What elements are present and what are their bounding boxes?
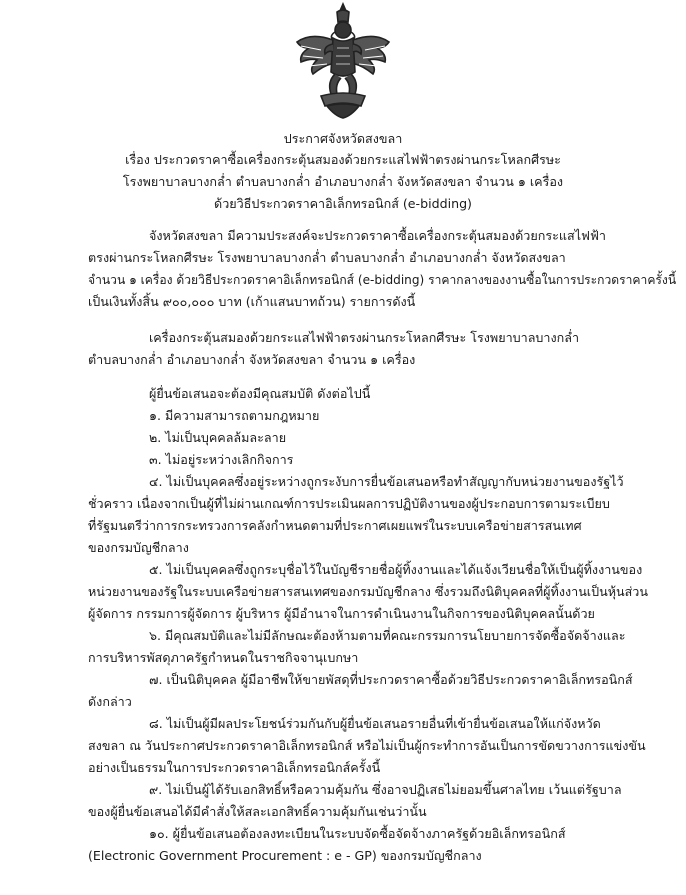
qualification-item: ๔. ไม่เป็นบุคคลซึ่งอยู่ระหว่างถูกระงับการยื่นข้อเสนอหรือทำสัญญากับหน่วยงานของรัฐไว้: [149, 474, 624, 489]
qualification-item: ของกรมบัญชีกลาง: [88, 540, 189, 555]
intro-line: เป็นเงินทั้งสิ้น ๙๐๐,๐๐๐ บาท (เก้าแสนบาทถ้วน) รายการดังนี้: [88, 294, 416, 309]
qualification-item: ๓. ไม่อยู่ระหว่างเลิกกิจการ: [149, 452, 294, 467]
qualification-item: ๑. มีความสามารถตามกฎหมาย: [149, 408, 320, 423]
subject-line: โรงพยาบาลบางกล่ำ ตำบลบางกล่ำ อำเภอบางกล่ำ จังหวัดสงขลา จำนวน ๑ เครื่อง: [122, 174, 564, 189]
qualification-item: อย่างเป็นธรรมในการประกวดราคาอิเล็กทรอนิกส์ครั้งนี้: [88, 760, 381, 775]
qualification-heading: ผู้ยื่นข้อเสนอจะต้องมีคุณสมบัติ ดังต่อไปนี้: [149, 386, 371, 401]
qualification-item: ที่รัฐมนตรีว่าการกระทรวงการคลังกำหนดตามที่ประกาศเผยแพร่ในระบบเครือข่ายสารสนเทศ: [88, 518, 582, 533]
garuda-emblem-icon: [291, 2, 395, 120]
qualification-item: ๙. ไม่เป็นผู้ได้รับเอกสิทธิ์หรือความคุ้มกัน ซึ่งอาจปฏิเสธไม่ยอมขึ้นศาลไทย เว้นแต่รัฐบาล: [149, 782, 622, 797]
qualification-item: ของผู้ยื่นข้อเสนอได้มีคำสั่งให้สละเอกสิทธิ์ความคุ้มกันเช่นว่านั้น: [88, 804, 427, 819]
qualification-item: ๒. ไม่เป็นบุคคลล้มละลาย: [149, 430, 287, 445]
qualification-item: ผู้จัดการ กรรมการผู้จัดการ ผู้บริหาร ผู้มีอำนาจในการดำเนินงานในกิจการของนิติบุคคลนั้นด้วย: [88, 606, 595, 621]
qualification-item: ดังกล่าว: [88, 694, 132, 709]
subject-line: เรื่อง ประกวดราคาซื้อเครื่องกระตุ้นสมองด้วยกระแสไฟฟ้าตรงผ่านกระโหลกศีรษะ: [125, 152, 561, 167]
intro-line: จำนวน ๑ เครื่อง ด้วยวิธีประกวดราคาอิเล็กทรอนิกส์ (e-bidding) ราคากลางของงานซื้อในการประกวดราคาครั้งนี้: [88, 272, 677, 287]
qualification-item: ๑๐. ผู้ยื่นข้อเสนอต้องลงทะเบียนในระบบจัดซื้อจัดจ้างภาครัฐด้วยอิเล็กทรอนิกส์: [149, 826, 566, 841]
qualification-item: ๕. ไม่เป็นบุคคลซึ่งถูกระบุชื่อไว้ในบัญชีรายชื่อผู้ทิ้งงานและได้แจ้งเวียนชื่อให้เป็นผู้ทิ้งงานของ: [149, 562, 643, 577]
announcement-heading: ประกาศจังหวัดสงขลา: [283, 131, 403, 146]
qualification-item: สงขลา ณ วันประกาศประกวดราคาอิเล็กทรอนิกส์ หรือไม่เป็นผู้กระทำการอันเป็นการขัดขวางการแข่งขัน: [88, 738, 646, 753]
intro-line: ตรงผ่านกระโหลกศีรษะ โรงพยาบาลบางกล่ำ ตำบลบางกล่ำ อำเภอบางกล่ำ จังหวัดสงขลา: [88, 250, 566, 265]
qualification-item: ๖. มีคุณสมบัติและไม่มีลักษณะต้องห้ามตามที่คณะกรรมการนโยบายการจัดซื้อจัดจ้างและ: [149, 628, 626, 643]
qualification-item: ชั่วคราว เนื่องจากเป็นผู้ที่ไม่ผ่านเกณฑ์การประเมินผลการปฏิบัติงานของผู้ประกอบการตามระเบียบ: [88, 496, 610, 511]
intro-line: จังหวัดสงขลา มีความประสงค์จะประกวดราคาซื้อเครื่องกระตุ้นสมองด้วยกระแสไฟฟ้า: [149, 228, 606, 243]
qualification-item: หน่วยงานของรัฐในระบบเครือข่ายสารสนเทศของกรมบัญชีกลาง ซึ่งรวมถึงนิติบุคคลที่ผู้ทิ้งงานเป็นหุ้นส่วน: [88, 584, 648, 599]
subject-line: ด้วยวิธีประกวดราคาอิเล็กทรอนิกส์ (e-bidding): [214, 196, 472, 211]
item-line: เครื่องกระตุ้นสมองด้วยกระแสไฟฟ้าตรงผ่านกระโหลกศีรษะ โรงพยาบาลบางกล่ำ: [149, 330, 580, 345]
item-line: ตำบลบางกล่ำ อำเภอบางกล่ำ จังหวัดสงขลา จำนวน ๑ เครื่อง: [88, 352, 416, 367]
qualification-item: (Electronic Government Procurement : e - GP) ของกรมบัญชีกลาง: [88, 848, 482, 863]
qualification-item: การบริหารพัสดุภาครัฐกำหนดในราชกิจจานุเบกษา: [88, 650, 359, 665]
qualification-item: ๗. เป็นนิติบุคคล ผู้มีอาชีพให้ขายพัสดุที่ประกวดราคาซื้อด้วยวิธีประกวดราคาอิเล็กทรอนิกส์: [149, 672, 633, 687]
qualification-item: ๘. ไม่เป็นผู้มีผลประโยชน์ร่วมกันกับผู้ยื่นข้อเสนอรายอื่นที่เข้ายื่นข้อเสนอให้แก่จังหวัด: [149, 716, 601, 731]
